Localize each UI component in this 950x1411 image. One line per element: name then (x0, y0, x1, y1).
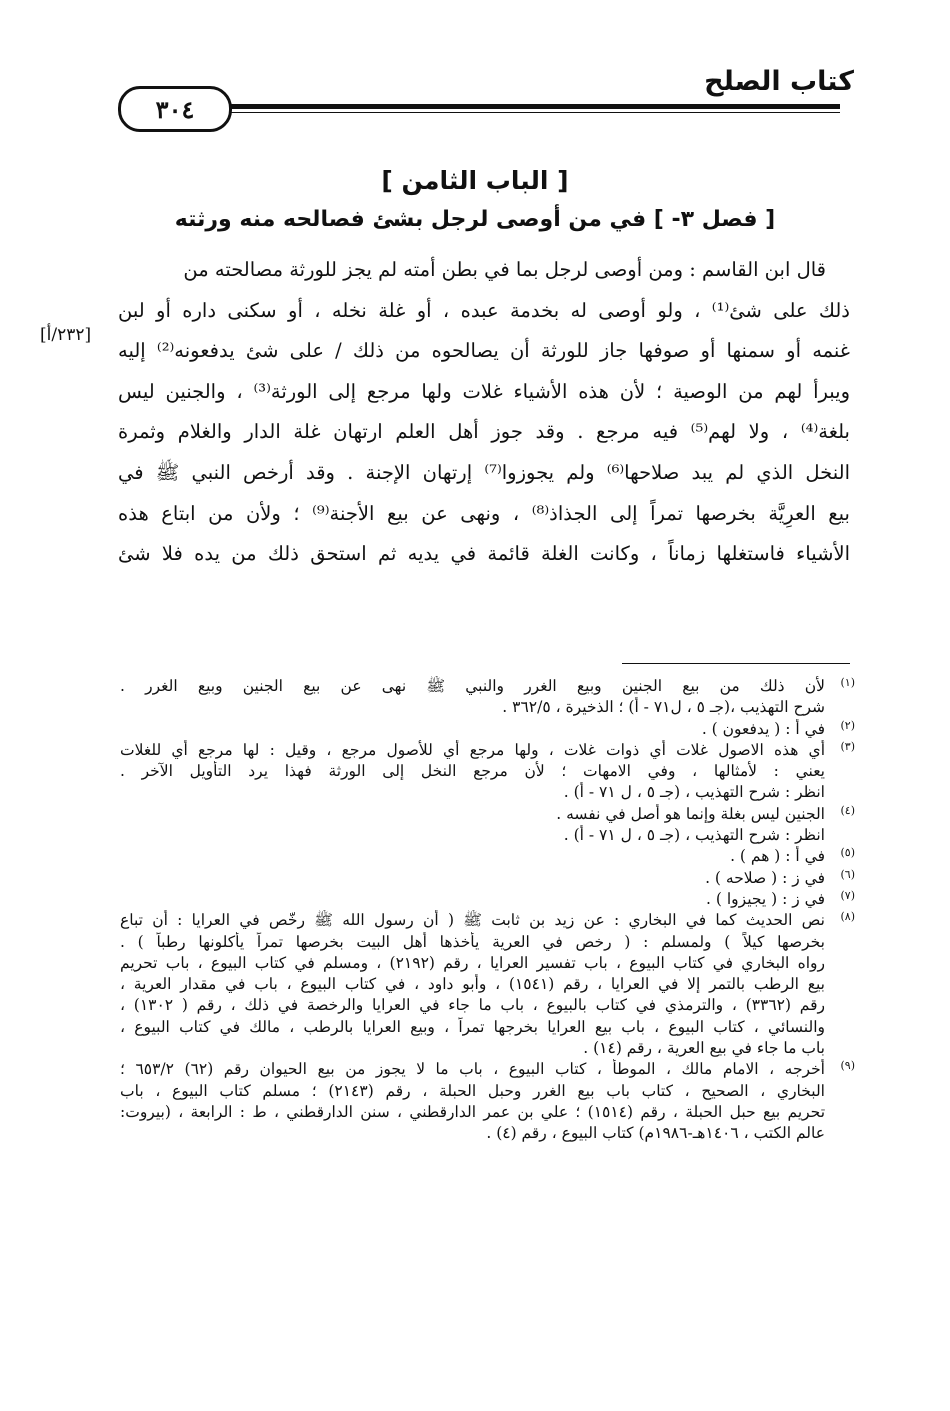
footnote-line: باب ما جاء في بيع العرية ، رقم (١٤) . (583, 1039, 825, 1058)
footnote-line: لأن ذلك من بيع الجنين وبيع الغرر والنبي ﷺ نهى عن بيع الجنين وبيع الغرر . (120, 677, 825, 695)
footnote (120, 740, 855, 804)
footnote-line: تحريم بيع حبل الحبلة ، رقم (١٥١٤) ؛ علي بن عمر الدارقطني ، سنن الدارقطني ، ط : الرابعة ، (بيروت: (120, 1102, 825, 1121)
footnote (120, 1059, 855, 1144)
footnote-line: شرح التهذيب ،(جـ ٥ ، ل٧١ - أ) ؛ الذخيرة ، ٣٦٢/٥ . (502, 698, 825, 717)
main-text-line: ويبرأ لهم من الوصية ؛ لأن هذه الأشياء غلات ولها مرجع إلى الورثة⁽³⁾ ، والجنين ليس (118, 379, 850, 403)
footnote (120, 804, 855, 847)
footnote (120, 676, 855, 719)
footnote-line: انظر : شرح التهذيب ، (جـ ٥ ، ل ٧١ - أ) . (563, 826, 825, 845)
main-text-line: قال ابن القاسم : ومن أوصى لرجل بما في بطن أمته لم يجز للورثة مصالحته من (183, 258, 826, 281)
footnote-line: والنسائي ، كتاب البيوع ، باب بيع العرايا بخرجها تمراً ، وبيع العرايا بالرطب ، مالك في كتاب البيوع ، (120, 1017, 825, 1036)
footnote (120, 719, 855, 740)
chapter-title: [ الباب الثامن ] (381, 166, 569, 195)
footnotes (120, 676, 855, 1145)
footnote (120, 889, 855, 910)
footnote-line: أخرجه ، الامام مالك ، الموطأ ، كتاب البيوع ، باب ما لا يجوز من بيع الحيوان رقم (٦٢) ٦٥٣/٢ ؛ (120, 1060, 825, 1079)
footnote-line: في أ : ( يدفعون ) . (701, 719, 825, 738)
main-text-line: بيع العرِيَّة بخرصها تمراً إلى الجذاذ⁽⁸⁾ ، ونهى عن بيع الأجنة⁽⁹⁾ ؛ ولأن من ابتاع هذه (118, 501, 850, 525)
running-title: كتاب الصلح (704, 66, 854, 97)
footnote-number: (١) (840, 676, 855, 689)
footnote (120, 846, 855, 867)
footnote-line: في ز : ( صلاحه ) . (705, 868, 825, 887)
footnote-line: عالم الكتب ، ١٤٠٦هـ-١٩٨٦م) كتاب البيوع ، رقم (٤) . (486, 1124, 825, 1143)
section-title: [ فصل ٣- ] في من أوصى لرجل بشئ فصالحه منه ورثته (174, 207, 776, 232)
footnote-number: (٢) (840, 718, 855, 732)
footnote-number: (٩) (840, 1059, 855, 1073)
main-text-line: ذلك على شئ⁽¹⁾ ، ولو أوصى له بخدمة عبده ، أو غلة نخله ، أو سكنى داره أو لبن (118, 298, 850, 322)
footnote-line: رقم (٣٣٦٢) ، والترمذي في كتاب بالبيوع ، باب ما جاء في العرايا والرخصة في ذلك ، رقم ( ١٣٠٢) ، (120, 996, 825, 1015)
footnote-number: (٦) (840, 867, 855, 881)
footnote-line: رواه البخاري في كتاب البيوع ، باب تفسير العرايا ، رقم (٢١٩٢) ، ومسلم في كتاب البيوع ، باب تحريم (120, 953, 825, 972)
footnote-separator (622, 663, 850, 664)
main-text-line: النخل الذي لم يبد صلاحها⁽⁶⁾ ولم يجوزوا⁽⁷⁾ إرتهان الإجنة . وقد أرخص النبي ﷺ في (118, 460, 850, 484)
footnote-number: (٧) (840, 888, 855, 902)
footnote (120, 910, 855, 1059)
footnote-line: الجنين ليس بغلة وإنما هو أصل في نفسه . (556, 804, 825, 823)
page-number: ٣٠٤ (118, 86, 232, 132)
footnote-line: بخرصها كيلاً ) ولمسلم : ( رخص في العرية يأخذها أهل البيت بخرصها تمراً يأكلونها رطباً ) . (120, 932, 825, 951)
footnote (120, 868, 855, 889)
header-rule-thin (225, 112, 840, 113)
main-text-line: بلغة⁽⁴⁾ ، ولا لهم⁽⁵⁾ فيه مرجع . وقد جوز أهل العلم ارتهان غلة الدار والغلام وثمرة (118, 420, 850, 444)
footnote-line: البخاري ، الصحيح ، كتاب باب بيع الغرر وحبل الحبلة ، رقم (٢١٤٣) ؛ مسلم كتاب البيوع ، باب (120, 1081, 825, 1100)
footnote-number: (٥) (840, 846, 855, 860)
footnote-line: نص الحديث كما في البخاري : عن زيد بن ثابت ﷺ ( أن رسول الله ﷺ رخّص في العرايا : أن تباع (120, 911, 825, 930)
main-text (118, 250, 850, 575)
footnote-line: في أ : ( هم ) . (730, 847, 825, 866)
folio-margin-note: [٢٣٢/أ] (40, 325, 92, 345)
main-text-line: غنمه أو سمنها أو صوفها جاز للورثة أن يصالحوه من ذلك / على شئ يدفعونه⁽²⁾ إليه (118, 339, 850, 363)
footnote-line: بيع الرطب بالتمر إلا في العرايا ، رقم (١٥٤١) ، وأبو داود ، في كتاب البيوع ، باب في مقدار العرية ، (120, 975, 825, 994)
main-text-line: الأشياء فاستغلها زماناً ، وكانت الغلة قائمة في يديه ثم استحق ذلك من يده فلا شئ (118, 542, 850, 566)
footnote-line: أي هذه الاصول غلات أي ذوات غلات ، ولها مرجع أي للأصول مرجع ، وقيل : لها مرجع أي للغلات (120, 740, 825, 759)
footnote-line: انظر : شرح التهذيب ، (جـ ٥ ، ل ٧١ - أ) . (563, 783, 825, 802)
footnote-number: (٨) (840, 910, 855, 924)
footnote-number: (٤) (840, 803, 855, 817)
footnote-line: يعني : لأمثالها ، وفي الامهات ؛ لأن مرجع النخل إلى الورثة فهذا يرد التأويل الآخر . (120, 762, 825, 781)
header-rule (225, 104, 840, 109)
footnote-number: (٣) (840, 739, 855, 753)
footnote-line: في ز : ( يجيزوا ) . (706, 889, 825, 908)
